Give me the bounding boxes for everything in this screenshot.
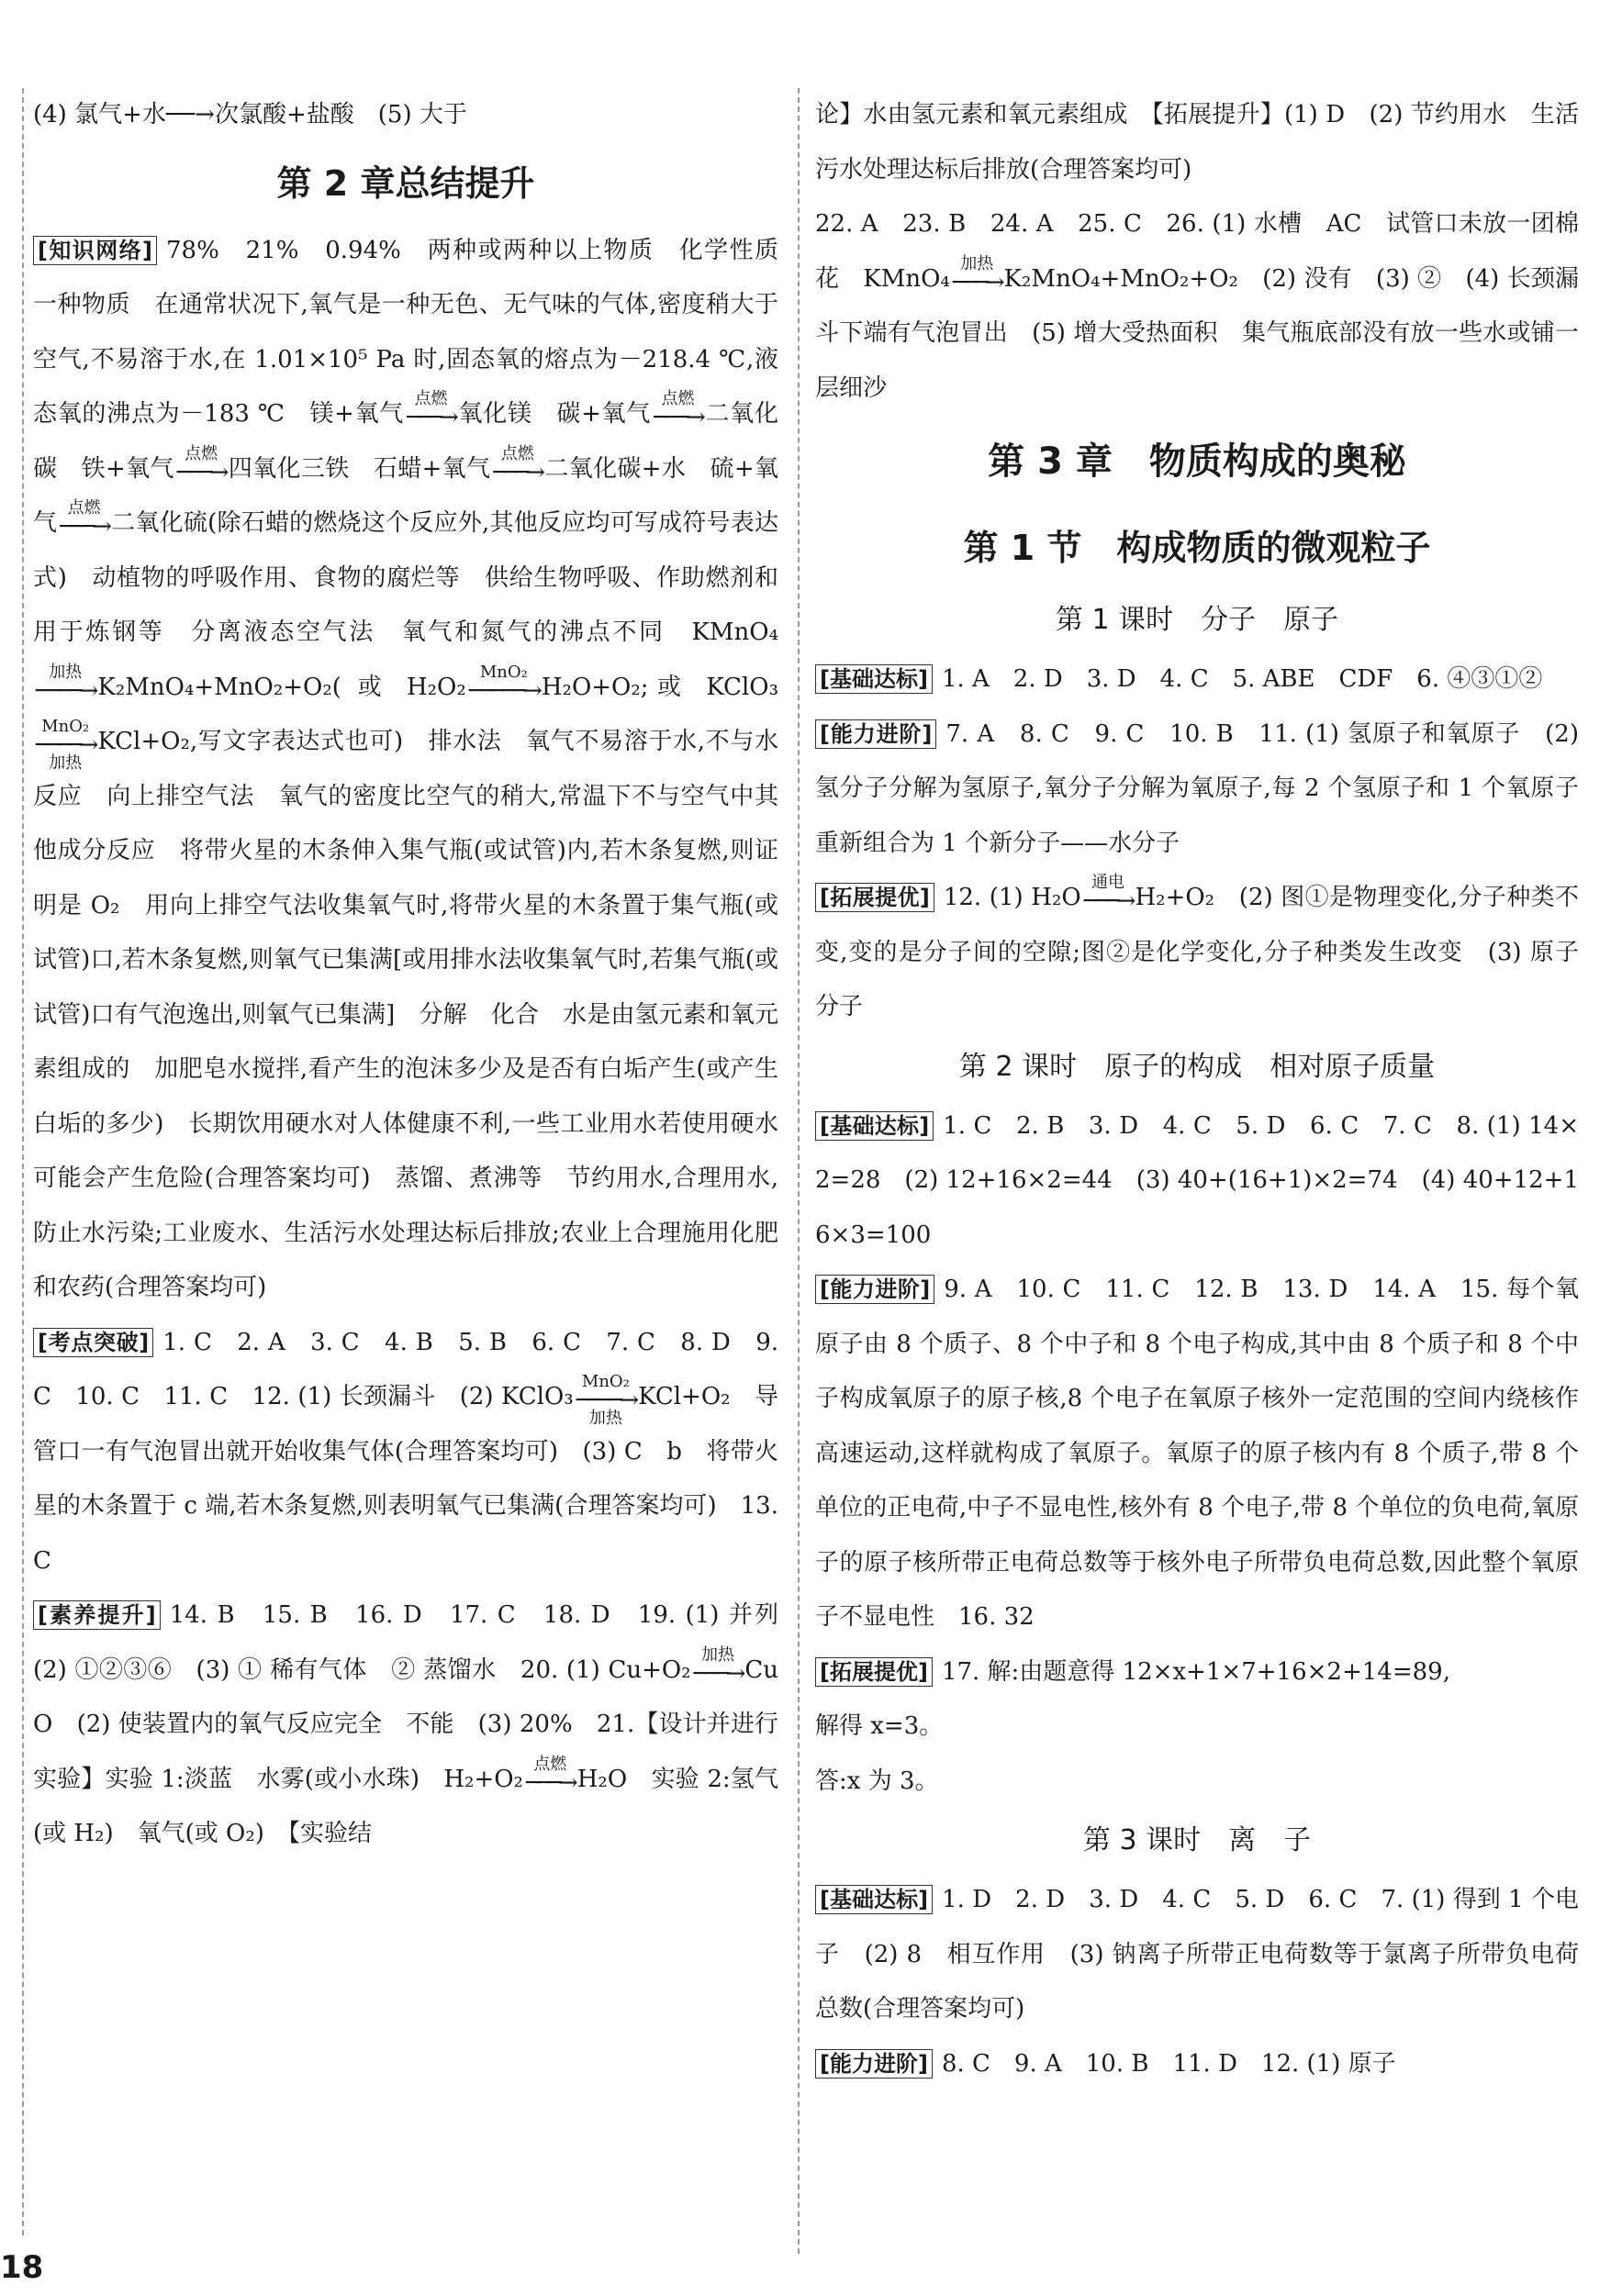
arrow-condition: 点燃: [67, 498, 101, 518]
basic-paragraph: [815, 1099, 1579, 1264]
reaction-arrow: MnO₂ ────→ 加热: [576, 1372, 636, 1428]
extension-tag: [拓展提优]: [815, 883, 934, 912]
reaction-arrow: 加热 ───→: [693, 1644, 743, 1688]
arrow-condition: MnO₂: [581, 1372, 630, 1391]
lesson-title: 第 2 课时 原子的构成 相对原子质量: [958, 1050, 1436, 1083]
reaction-arrow: 点燃 ───→: [176, 443, 226, 486]
answer-text: 78% 21% 0.94% 两种或两种以上物质 化学性质 一种物质 在通常状况下,氧气是一种无色、无气味的气体,密度稍大于空气,不易溶于水,在 1.01×10⁵ Pa 时,固态氧的熔点为－218.4 ℃,液态氧的沸点为－183 ℃ 镁+氧气: [33, 236, 803, 428]
reaction-arrow: 加热 ───→: [952, 253, 1001, 296]
arrow-condition: 通电: [1091, 873, 1125, 892]
reaction-arrow: MnO₂ ────→ 加热: [36, 717, 95, 773]
ability-paragraph: [815, 1263, 1579, 1645]
basic-tag: [基础达标]: [815, 664, 933, 694]
answer-text: 1. C 2. B 3. D 4. C 5. D 6. C 7. C 8. (1) 14×2=28 (2) 12+16×2=44 (3) 40+(16+1)×2=74 (4) 40+12+16×3=100: [815, 1111, 1580, 1249]
knowledge-network-tag: [知识网络]: [33, 236, 157, 265]
answer-text: 四氧化三铁 石蜡+氧气: [228, 454, 491, 483]
literacy-tag: [素养提升]: [33, 1600, 161, 1630]
answer-text: 氧化镁 碳+氧气: [457, 400, 652, 428]
text-line: 答:x 为 3。: [815, 1767, 939, 1795]
lesson-title: 第 3 课时 离 子: [1082, 1824, 1312, 1856]
arrow-condition: 加热: [49, 662, 83, 682]
answer-text: 8. C 9. A 10. B 11. D 12. (1) 原子: [941, 2049, 1396, 2078]
answer-text: H₂O 实验 2:氢气(或 H₂) 氧气(或 O₂) 【实验结: [33, 1765, 778, 1847]
arrow-condition: 点燃: [500, 443, 534, 463]
arrow-condition: 点燃: [185, 443, 218, 463]
answer-paragraph: [815, 197, 1579, 416]
answer-text: 14. B 15. B 16. D 17. C 18. D 19. (1) 并列 (2) ①②③⑥ (3) ① 稀有气体 ② 蒸馏水 20. (1) Cu+O₂: [33, 1601, 803, 1684]
answer-text: H₂O+O₂;或 KClO₃: [541, 673, 779, 701]
arrow-condition: 加热: [960, 253, 994, 273]
arrow-condition: 点燃: [533, 1754, 567, 1774]
extension-paragraph: [815, 1645, 1579, 1700]
reaction-arrow: 点燃 ───→: [493, 443, 543, 486]
arrow-condition: MnO₂: [479, 662, 528, 682]
answer-text: 二氧化碳 铁+氧气: [33, 400, 778, 483]
answer-text: 二氧化碳+水 硫+氧气: [33, 454, 778, 537]
reaction-arrow: 通电 ───→: [1083, 873, 1133, 915]
basic-tag: [基础达标]: [815, 1885, 933, 1914]
answer-text: 1. A 2. D 3. D 4. C 5. ABE CDF 6. ④③①②: [941, 665, 1543, 693]
chapter-title: 第 3 章 物质构成的奥秘: [988, 440, 1406, 483]
basic-paragraph: [815, 1873, 1579, 2037]
left-margin-rule: [22, 88, 24, 2254]
answer-text: KCl+O₂,写文字表达式也可) 排水法 氧气不易溶于水,不与水反应 向上排空气法 氧气的密度比空气的稍大,常温下不与空气中其他成分反应 将带火星的木条伸入集气瓶(或试管)内,若木条复燃,则证明是 O₂ 用向上排空气法收集氧气时,将带火星的木条置于集气瓶(或试管)口,若木条复燃,则氧气已集满[或用排水法收集氧气时,若集气瓶(或试管)口有气泡逸出,则氧气已集满] 分解 化合 水是由氢元素和氧元素组成的 加肥皂水搅拌,看产生的泡沫多少及是否有白垢产生(或产生白垢的多少) 长期饮用硬水对人体健康不利,一些工业用水若使用硬水可能会产生危险(合理答案均可) 蒸馏、煮沸等 节约用水,合理用水,防止水污染;工业废水、生活污水处理达标后排放;农业上合理施用化肥和农药(合理答案均可): [33, 728, 778, 1301]
section-title: 第 2 章总结提升: [276, 162, 535, 204]
reaction-arrow: 点燃 ───→: [654, 389, 702, 431]
answer-text: 22. A 23. B 24. A 25. C 26. (1) 水槽 AC 试管口未放一团棉花 KMnO₄: [815, 210, 1579, 293]
text-line: (4) 氯气+水──→次氯酸+盐酸 (5) 大于: [33, 101, 467, 128]
answer-text: 7. A 8. C 9. C 10. B 11. (1) 氢原子和氧原子 (2) 氢分子分解为氢原子,氧分子分解为氧原子,每 2 个氢原子和 1 个氧原子重新组合为 1 个新分子——水分子: [815, 719, 1579, 857]
reaction-arrow: MnO₂ ─────→: [468, 662, 539, 705]
arrow-condition-below: 加热: [588, 1409, 622, 1428]
answer-text: 1. D 2. D 3. D 4. C 5. D 6. C 7. (1) 得到 1 个电子 (2) 8 相互作用 (3) 钠离子所带正电荷数等于氯离子所带负电荷总数(合理答案均可): [815, 1886, 1579, 2023]
answer-paragraph: [815, 88, 1579, 197]
ability-paragraph: [815, 708, 1579, 872]
answer-text: 17. 解:由题意得 12×x+1×7+16×2+14=89,: [941, 1657, 1450, 1686]
extension-tag: [拓展提优]: [815, 1657, 933, 1687]
page-number: 18: [0, 2239, 57, 2296]
arrow-condition-below: 加热: [49, 753, 83, 773]
answer-text: K₂MnO₄+MnO₂+O₂( 或 H₂O₂: [97, 673, 466, 701]
reaction-arrow: 点燃 ───→: [60, 498, 108, 541]
answer-text: 二氧化硫(除石蜡的燃烧这个反应外,其他反应均可写成符号表达式) 动植物的呼吸作用、食物的腐烂等 供给生物呼吸、作助燃剂和用于炼钢等 分离液态空气法 氧气和氮气的沸点不同 KMnO₄: [33, 509, 778, 646]
key-points-paragraph: [33, 1316, 778, 1589]
left-column: [33, 88, 803, 1862]
answer-text: H₂+O₂ (2) 图①是物理变化,分子种类不变,变的是分子间的空隙;图②是化学变化,分子种类发生改变 (3) 原子 分子: [815, 884, 1604, 1020]
answer-text: 12. (1) H₂O: [943, 884, 1081, 911]
text-line: 解得 x=3。: [815, 1712, 944, 1740]
answer-text: KCl+O₂ 导管口一有气泡冒出就开始收集气体(合理答案均可) (3) C b 将带火星的木条置于 c 端,若木条复燃,则表明氧气已集满(合理答案均可) 13. C: [33, 1383, 778, 1575]
arrow-condition: 点燃: [414, 389, 448, 408]
column-divider: [798, 88, 800, 2254]
arrow-condition: 加热: [700, 1644, 734, 1665]
answer-text: K₂MnO₄+MnO₂+O₂ (2) 没有 (3) ② (4) 长颈漏斗下端有气泡冒出 (5) 增大受热面积 集气瓶底部没有放一些水或铺一层细沙: [815, 264, 1579, 402]
ability-tag: [能力进阶]: [815, 1275, 934, 1304]
reaction-arrow: 加热 ────→: [36, 662, 95, 705]
lesson-title: 第 1 课时 分子 原子: [1055, 604, 1339, 636]
reaction-arrow: 点燃 ───→: [525, 1754, 575, 1797]
answer-text: 1. C 2. A 3. C 4. B 5. B 6. C 7. C 8. D 9. C 10. C 11. C 12. (1) 长颈漏斗 (2) KClO₃: [33, 1328, 778, 1410]
section-title: 第 1 节 构成物质的微观粒子: [963, 528, 1431, 568]
key-points-tag: [考点突破]: [33, 1328, 153, 1357]
arrow-condition: MnO₂: [41, 717, 90, 736]
ability-tag: [能力进阶]: [815, 2049, 933, 2079]
literacy-paragraph: [33, 1588, 803, 1862]
basic-tag: [基础达标]: [815, 1111, 934, 1141]
extension-paragraph: [815, 871, 1604, 1035]
ability-paragraph: [815, 2037, 1579, 2092]
answer-text: 9. A 10. C 11. C 12. B 13. D 14. A 15. 每个氧原子由 8 个质子、8 个中子和 8 个电子构成,其中由 8 个质子和 8 个中子构成氧原子的原子核,8 个电子在氧原子核外一定范围的空间内绕核作高速运动,这样就构成了氧原子。氧原子的原子核内有 8 个质子,带 8 个单位的正电荷,中子不显电性,核外有 8 个电子,带 8 个单位的负电荷,氧原子的原子核所带正电荷总数等于核外电子所带负电荷总数,因此整个氧原子不显电性 16. 32: [815, 1276, 1579, 1631]
ability-tag: [能力进阶]: [815, 719, 936, 749]
answer-text: CuO (2) 使装置内的氧气反应完全 不能 (3) 20% 21.【设计并进行实验】实验 1:淡蓝 水雾(或小水珠) H₂+O₂: [33, 1655, 778, 1793]
right-column: [815, 88, 1604, 2091]
knowledge-network-paragraph: [33, 224, 803, 1316]
reaction-arrow: 点燃 ───→: [407, 389, 455, 431]
arrow-condition: 点燃: [661, 389, 695, 408]
answer-text: 论】水由氢元素和氧元素组成 【拓展提升】(1) D (2) 节约用水 生活污水处理达标后排放(合理答案均可): [815, 101, 1579, 184]
basic-paragraph: [815, 652, 1579, 708]
